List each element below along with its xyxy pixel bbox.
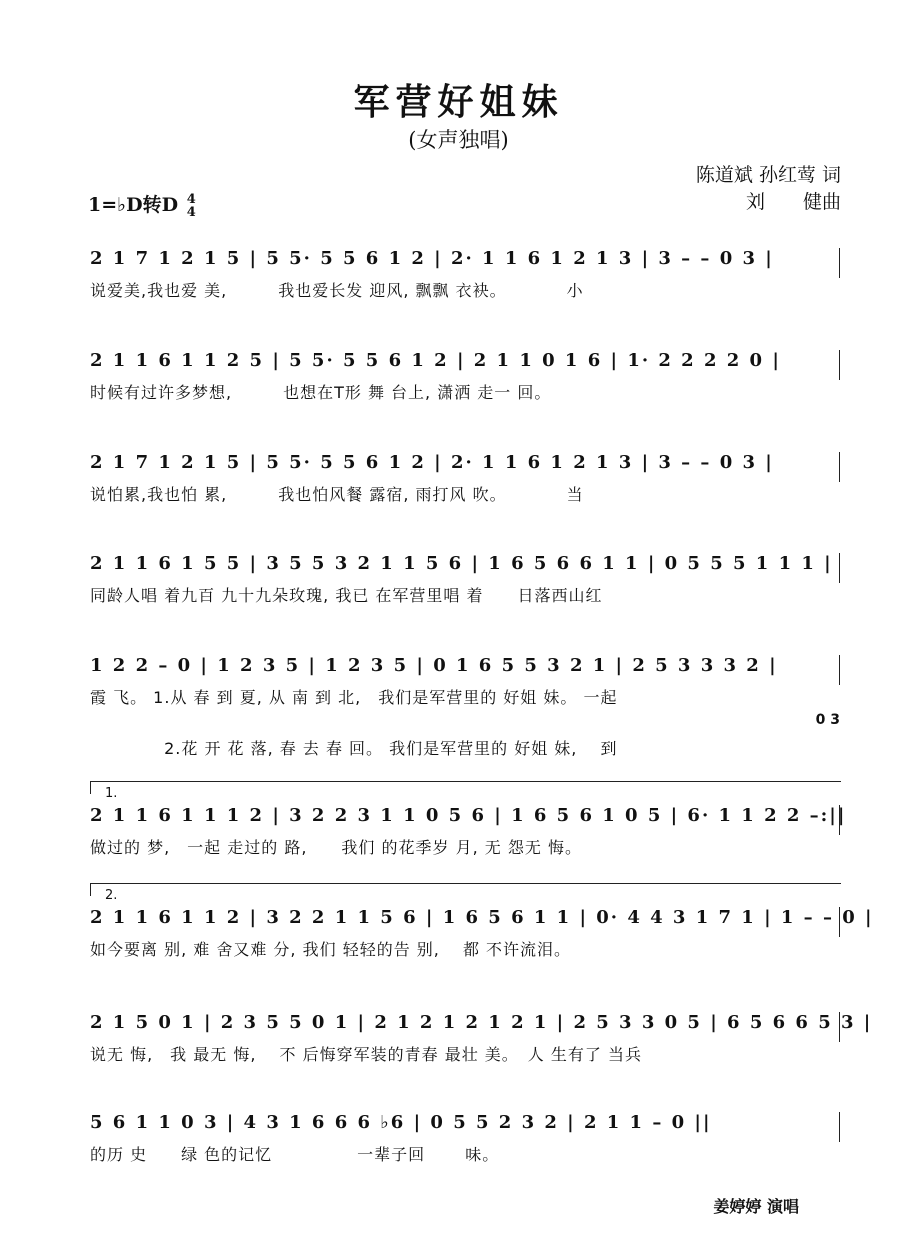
score-system <box>90 655 840 713</box>
lyric-line: 同龄人唱 着九百 九十九朵玫瑰, 我已 在军营里唱 着 日落西山红 <box>90 586 603 605</box>
song-subtitle: (女声独唱) <box>408 128 509 152</box>
score-system <box>90 712 840 764</box>
time-sig-top: 4 <box>186 192 196 207</box>
lyric-line: 说无 悔, 我 最无 悔, 不 后悔穿军装的青春 最壮 美。 人 生有了 当兵 <box>90 1045 642 1064</box>
lyric-line: 霞 飞。 1.从 春 到 夏, 从 南 到 北, 我们是军营里的 好姐 妹。 一起 <box>90 688 618 707</box>
notation-line: 2 1 7 1 2 1 5 | 5 5· 5 5 6 1 2 | 2· 1 1 6 1 2 1 3 | 3 – – 0 3 | <box>90 452 840 482</box>
volta-bracket <box>90 883 841 903</box>
lyric-line: 时候有过许多梦想, 也想在T形 舞 台上, 潇洒 走一 回。 <box>90 383 552 402</box>
volta-label: 2. <box>105 888 118 903</box>
notation-line: 1 2 2 – 0 | 1 2 3 5 | 1 2 3 5 | 0 1 6 5 5 3 2 1 | 2 5 3 3 3 2 | <box>90 655 840 685</box>
lyric-line: 说怕累,我也怕 累, 我也怕风餐 露宿, 雨打风 吹。 当 <box>90 485 584 504</box>
singer-credit: 姜婷婷 演唱 <box>713 1197 799 1216</box>
score-system <box>90 907 874 965</box>
score-system <box>90 1012 873 1070</box>
volta-label: 1. <box>105 786 118 801</box>
score-system <box>90 452 840 510</box>
lyric-line: 如今要离 别, 难 舍又难 分, 我们 轻轻的告 别, 都 不许流泪。 <box>90 940 572 959</box>
song-title: 军营好姐妹 <box>353 81 564 123</box>
notation-line: 2 1 1 6 1 1 2 5 | 5 5· 5 5 6 1 2 | 2 1 1 0 1 6 | 1· 2 2 2 2 0 | <box>90 350 840 380</box>
score-system <box>90 805 847 863</box>
notation-line: 2 1 7 1 2 1 5 | 5 5· 5 5 6 1 2 | 2· 1 1 6 1 2 1 3 | 3 – – 0 3 | <box>90 248 840 278</box>
composer-credit: 刘 健曲 <box>745 191 841 213</box>
time-sig-bottom: 4 <box>186 205 196 220</box>
score-system <box>90 248 840 306</box>
lyric-line: 的历 史 绿 色的记忆 一辈子回 味。 <box>90 1145 500 1164</box>
notation-line: 2 1 1 6 1 1 1 2 | 3 2 2 3 1 1 0 5 6 | 1 6 5 6 1 0 5 | 6· 1 1 2 2 –:|| <box>90 805 840 835</box>
notation-line: 2 1 1 6 1 1 2 | 3 2 2 1 1 5 6 | 1 6 5 6 1 1 | 0· 4 4 3 1 7 1 | 1 – – 0 | <box>90 907 840 937</box>
volta-bracket <box>90 781 841 801</box>
time-signature <box>187 193 196 219</box>
alt-ending-notes: 0 3 <box>815 712 840 728</box>
lyricist-credit: 陈道斌 孙红莺 词 <box>695 164 841 186</box>
lyric-line: 做过的 梦, 一起 走过的 路, 我们 的花季岁 月, 无 怨无 悔。 <box>90 838 582 857</box>
notation-line: 2 1 5 0 1 | 2 3 5 5 0 1 | 2 1 2 1 2 1 2 1 | 2 5 3 3 0 5 | 6 5 6 6 5 3 | <box>90 1012 840 1042</box>
score-system <box>90 1112 840 1170</box>
score-system <box>90 553 840 611</box>
lyric-line: 说爱美,我也爱 美, 我也爱长发 迎风, 飘飘 衣袂。 小 <box>90 281 584 300</box>
key-signature <box>88 190 196 219</box>
notation-line: 5 6 1 1 0 3 | 4 3 1 6 6 6 ♭6 | 0 5 5 2 3 2 | 2 1 1 – 0 || <box>90 1112 840 1142</box>
lyric-line: 2.花 开 花 落, 春 去 春 回。 我们是军营里的 好姐 妹, 到 <box>90 739 618 758</box>
notation-line: 2 1 1 6 1 5 5 | 3 5 5 3 2 1 1 5 6 | 1 6 5 6 6 1 1 | 0 5 5 5 1 1 1 | <box>90 553 840 583</box>
key-text: 1=♭D转D <box>88 194 179 216</box>
score-system <box>90 350 840 408</box>
